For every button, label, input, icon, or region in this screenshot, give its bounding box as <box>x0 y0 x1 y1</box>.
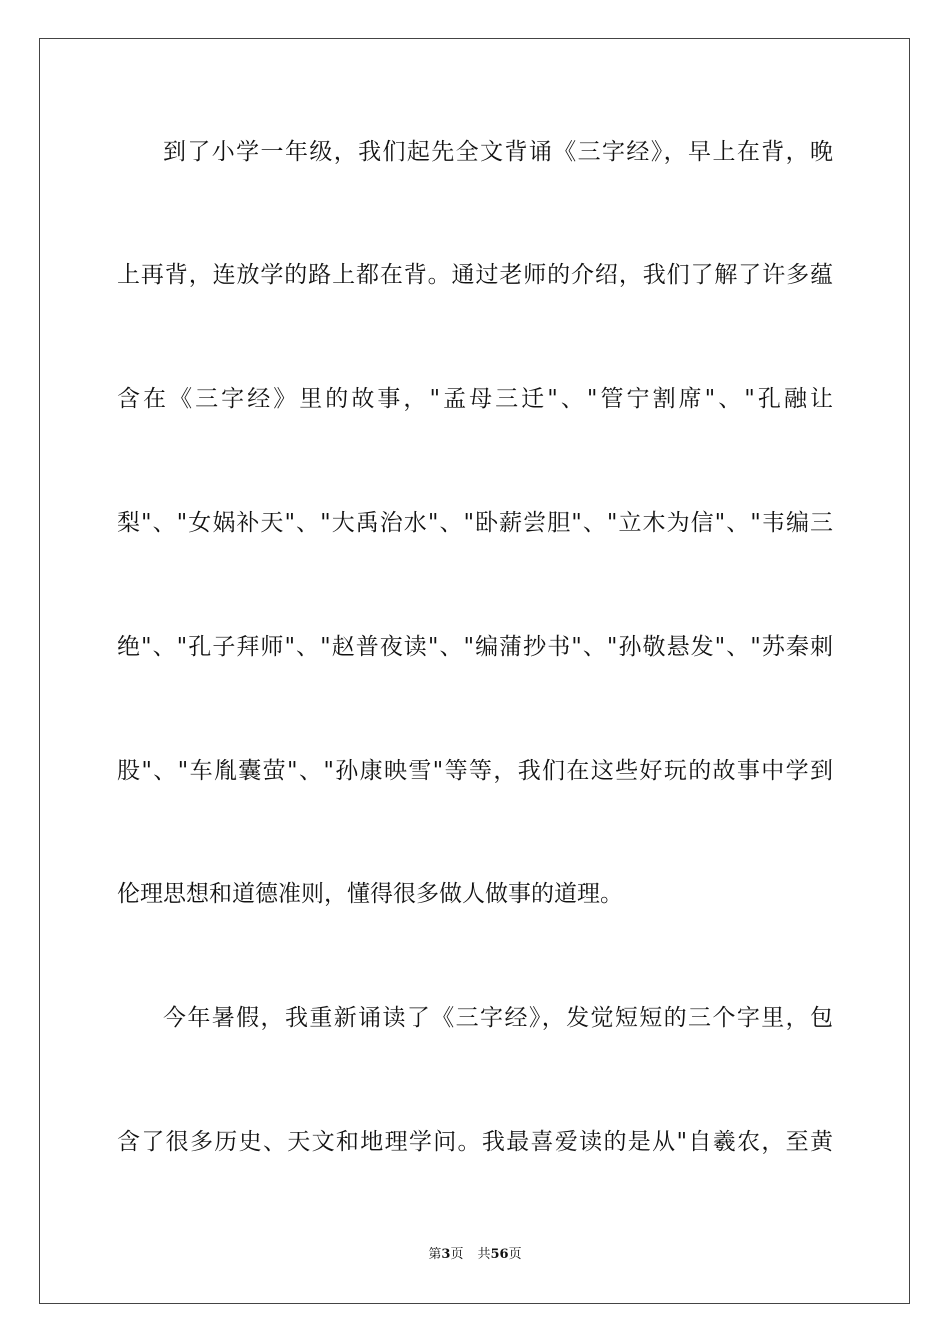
page-current: 3 <box>441 1247 451 1262</box>
paragraph-1-line-4: 梨"、"女娲补天"、"大禹治水"、"卧薪尝胆"、"立木为信"、"韦编三 <box>117 510 833 536</box>
page-border <box>39 38 910 1304</box>
paragraph-1-line-7: 伦理思想和道德准则，懂得很多做人做事的道理。 <box>117 881 623 907</box>
paragraph-1-line-3: 含在《三字经》里的故事，"孟母三迁"、"管宁割席"、"孔融让 <box>117 386 833 412</box>
paragraph-1-line-2: 上再背，连放学的路上都在背。通过老师的介绍，我们了解了许多蕴 <box>117 262 833 288</box>
total-prefix: 共 <box>477 1247 491 1262</box>
page-footer <box>0 1246 950 1264</box>
paragraph-1-line-5: 绝"、"孔子拜师"、"赵普夜读"、"编蒲抄书"、"孙敬悬发"、"苏秦刺 <box>117 634 833 660</box>
total-count: 56 <box>490 1247 509 1262</box>
page-prefix: 第 <box>428 1247 442 1262</box>
page-suffix: 页 <box>450 1247 464 1262</box>
total-suffix: 页 <box>508 1247 522 1262</box>
paragraph-2-line-2: 含了很多历史、天文和地理学问。我最喜爱读的是从"自羲农，至黄 <box>117 1129 833 1155</box>
paragraph-1-line-1: 到了小学一年级，我们起先全文背诵《三字经》，早上在背，晚 <box>163 139 833 165</box>
page-number <box>428 1246 463 1264</box>
page-total <box>477 1246 521 1264</box>
paragraph-1-line-6: 股"、"车胤囊萤"、"孙康映雪"等等，我们在这些好玩的故事中学到 <box>117 758 833 784</box>
paragraph-2-line-1: 今年暑假，我重新诵读了《三字经》，发觉短短的三个字里，包 <box>163 1005 833 1031</box>
